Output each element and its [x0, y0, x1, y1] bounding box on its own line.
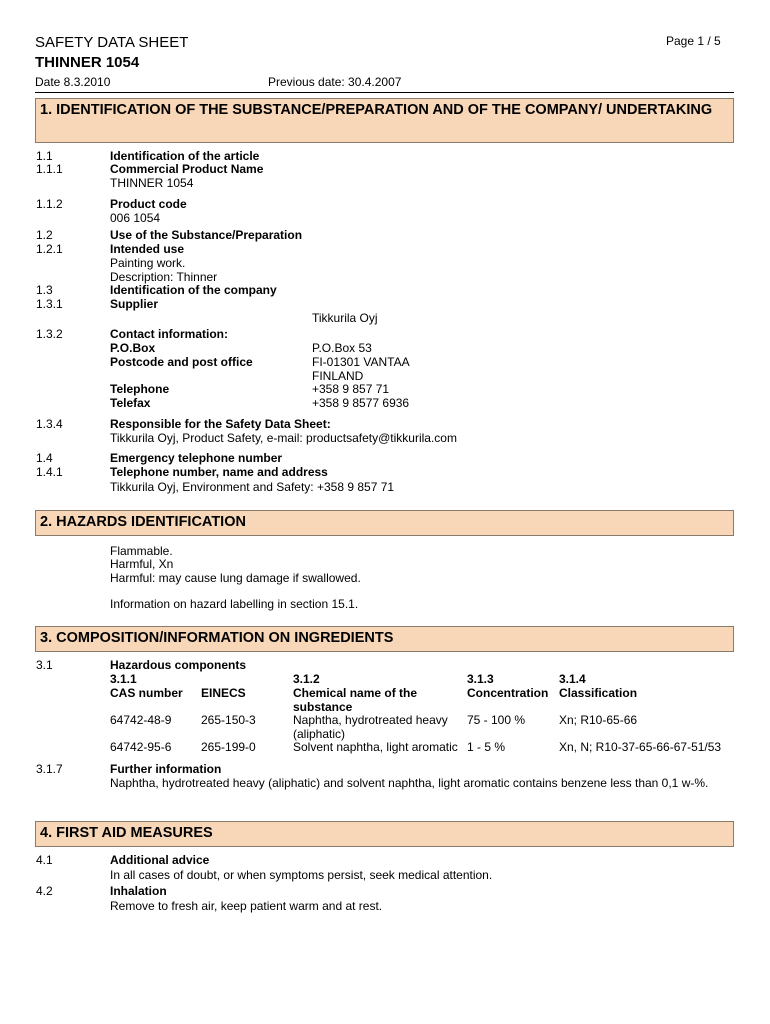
section-1-title: 1. IDENTIFICATION OF THE SUBSTANCE/PREPARATION AND OF THE COMPANY/ UNDERTAKING	[40, 102, 713, 118]
item-number: 1.1.2	[36, 197, 63, 211]
item-number: 4.1	[36, 853, 53, 867]
supplier-value: Tikkurila Oyj	[312, 311, 378, 325]
section-4-title: 4. FIRST AID MEASURES	[40, 825, 213, 841]
item-heading: Supplier	[110, 297, 159, 311]
table-cell-cas: 64742-48-9	[110, 713, 172, 727]
table-cell-einecs: 265-150-3	[201, 713, 256, 727]
section-1-heading	[35, 98, 734, 143]
telefax-value: +358 9 8577 6936	[312, 396, 410, 410]
section-3-title: 3. COMPOSITION/INFORMATION ON INGREDIENTS	[40, 630, 394, 646]
column-header-chemical-name: Chemical name of the	[293, 686, 418, 700]
item-number: 1.3	[36, 283, 53, 297]
column-number: 3.1.4	[559, 672, 586, 686]
column-header-classification: Classification	[559, 686, 638, 700]
table-cell-einecs: 265-199-0	[201, 740, 256, 754]
column-number: 3.1.1	[110, 672, 137, 686]
table-cell-cas: 64742-95-6	[110, 740, 172, 754]
pobox-label: P.O.Box	[110, 341, 156, 355]
item-number: 1.4.1	[36, 465, 63, 479]
hazard-line: Harmful: may cause lung damage if swallowed.	[110, 571, 361, 585]
column-number: 3.1.3	[467, 672, 494, 686]
item-heading: Hazardous components	[110, 658, 247, 672]
item-number: 3.1.7	[36, 762, 63, 776]
emergency-value: Tikkurila Oyj, Environment and Safety: +358 9 857 71	[110, 480, 395, 494]
item-heading: Further information	[110, 762, 222, 776]
item-number: 1.1	[36, 149, 53, 163]
column-header-cas: CAS number	[110, 686, 183, 700]
inhalation-value: Remove to fresh air, keep patient warm and at rest.	[110, 899, 383, 913]
hazard-line: Harmful, Xn	[110, 557, 174, 571]
previous-date: Previous date: 30.4.2007	[268, 75, 402, 89]
table-cell-chemical-name: (aliphatic)	[293, 727, 346, 741]
item-heading: Responsible for the Safety Data Sheet:	[110, 417, 331, 431]
item-heading: Commercial Product Name	[110, 162, 264, 176]
telephone-label: Telephone	[110, 382, 170, 396]
column-number: 3.1.2	[293, 672, 320, 686]
item-heading: Telephone number, name and address	[110, 465, 328, 479]
item-heading: Intended use	[110, 242, 185, 256]
further-information-value: Naphtha, hydrotreated heavy (aliphatic) and solvent naphtha, light aromatic contains benzene less than 0,1 w-%.	[110, 776, 709, 790]
item-number: 3.1	[36, 658, 53, 672]
additional-advice-value: In all cases of doubt, or when symptoms persist, seek medical attention.	[110, 868, 493, 882]
item-heading: Emergency telephone number	[110, 451, 283, 465]
column-header-chemical-name: substance	[293, 700, 353, 714]
document-title: SAFETY DATA SHEET	[35, 34, 189, 51]
product-code-value: 006 1054	[110, 211, 161, 225]
postcode-value: FI-01301 VANTAA	[312, 355, 410, 369]
hazard-line: Flammable.	[110, 544, 173, 558]
column-header-einecs: EINECS	[201, 686, 246, 700]
issue-date: Date 8.3.2010	[35, 75, 111, 89]
table-cell-concentration: 1 - 5 %	[467, 740, 506, 754]
item-number: 1.3.2	[36, 327, 63, 341]
pobox-value: P.O.Box 53	[312, 341, 372, 355]
item-heading: Use of the Substance/Preparation	[110, 228, 303, 242]
item-heading: Identification of the company	[110, 283, 277, 297]
section-3-heading	[35, 626, 734, 652]
description-value: Description: Thinner	[110, 270, 218, 284]
item-number: 1.2.1	[36, 242, 63, 256]
header-rule	[35, 92, 734, 93]
item-heading: Product code	[110, 197, 187, 211]
telephone-value: +358 9 857 71	[312, 382, 390, 396]
table-cell-classification: Xn, N; R10-37-65-66-67-51/53	[559, 740, 722, 754]
item-number: 1.3.4	[36, 417, 63, 431]
table-cell-classification: Xn; R10-65-66	[559, 713, 638, 727]
item-number: 1.1.1	[36, 162, 63, 176]
product-name-value: THINNER 1054	[110, 176, 194, 190]
item-number: 1.3.1	[36, 297, 63, 311]
item-heading: Additional advice	[110, 853, 210, 867]
table-cell-chemical-name: Naphtha, hydrotreated heavy	[293, 713, 448, 727]
hazard-line: Information on hazard labelling in section 15.1.	[110, 597, 359, 611]
section-2-title: 2. HAZARDS IDENTIFICATION	[40, 514, 246, 530]
product-name: THINNER 1054	[35, 54, 140, 71]
table-cell-concentration: 75 - 100 %	[467, 713, 526, 727]
section-4-heading	[35, 821, 734, 847]
telefax-label: Telefax	[110, 396, 151, 410]
item-number: 4.2	[36, 884, 53, 898]
section-2-heading	[35, 510, 734, 536]
column-header-concentration: Concentration	[467, 686, 549, 700]
postcode-label: Postcode and post office	[110, 355, 253, 369]
item-number: 1.4	[36, 451, 53, 465]
table-cell-chemical-name: Solvent naphtha, light aromatic	[293, 740, 458, 754]
page-number: Page 1 / 5	[666, 34, 721, 48]
item-heading: Contact information:	[110, 327, 228, 341]
item-heading: Identification of the article	[110, 149, 260, 163]
country-value: FINLAND	[312, 369, 364, 383]
responsible-value: Tikkurila Oyj, Product Safety, e-mail: productsafety@tikkurila.com	[110, 431, 457, 445]
intended-use-value: Painting work.	[110, 256, 186, 270]
item-number: 1.2	[36, 228, 53, 242]
item-heading: Inhalation	[110, 884, 167, 898]
